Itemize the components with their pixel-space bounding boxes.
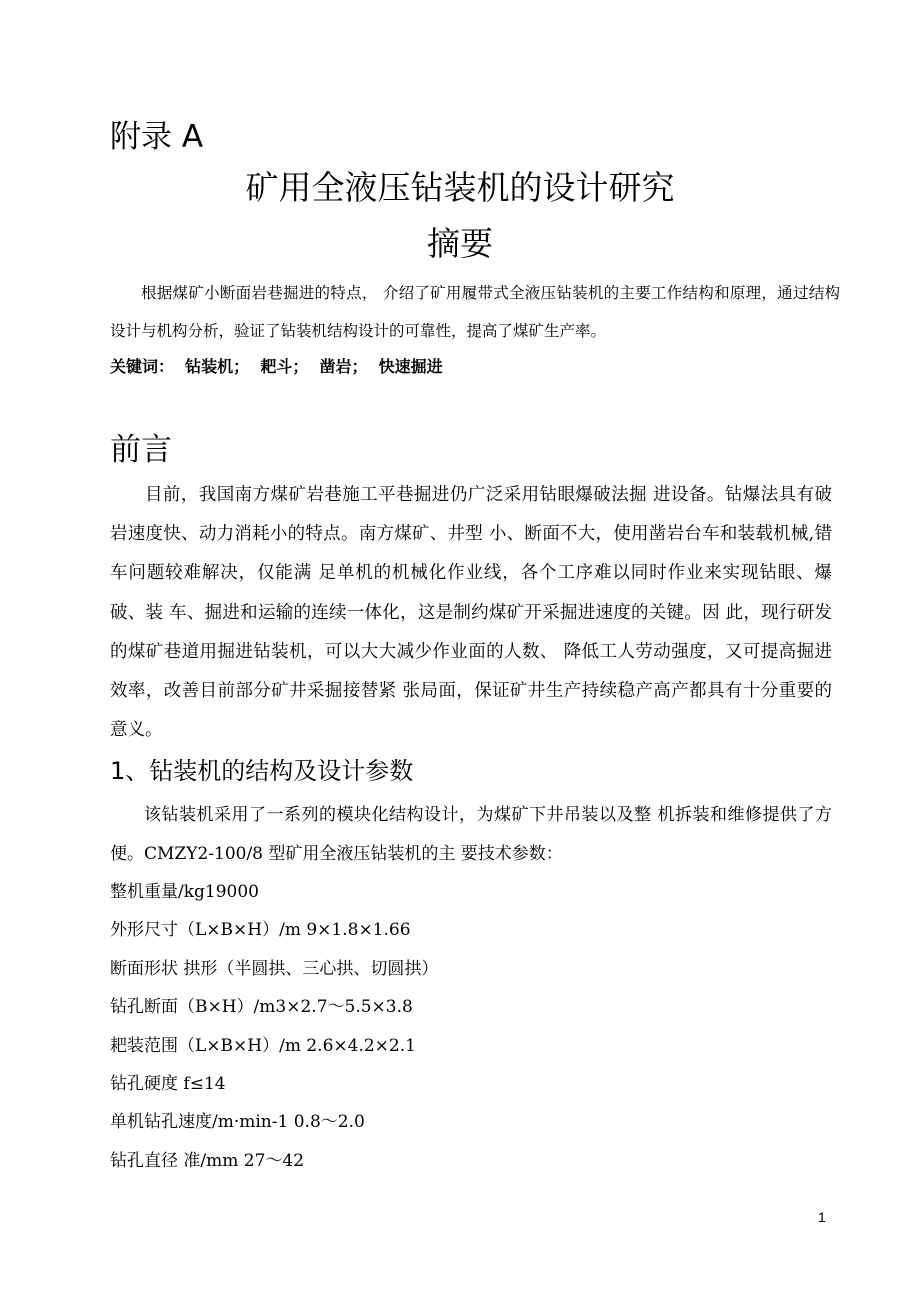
section-1-paragraph: 该钻装机采用了一系列的模块化结构设计，为煤矿下井吊装以及整 机拆装和维修提供了方便。CMZY2-100/8 型矿用全液压钻装机的主 要技术参数：	[110, 805, 832, 864]
parameter-item: 钻孔断面（B×H）/m3×2.7～5.5×3.8	[110, 997, 413, 1018]
parameter-item: 断面形状 拱形（半圆拱、三心拱、切圆拱）	[110, 958, 439, 979]
abstract-body	[110, 274, 840, 350]
section-1-heading: 1、钻装机的结构及设计参数	[110, 757, 414, 785]
keyword-item: 耙斗；	[260, 357, 309, 376]
abstract-heading: 摘要	[427, 224, 493, 263]
parameter-item: 钻孔直径 准/mm 27～42	[110, 1150, 305, 1171]
keyword-item: 钻装机；	[185, 357, 250, 376]
keywords-line	[110, 350, 443, 384]
parameter-item: 外形尺寸（L×B×H）/m 9×1.8×1.66	[110, 920, 411, 941]
parameter-item: 耙装范围（L×B×H）/m 2.6×4.2×2.1	[110, 1035, 416, 1056]
parameter-item: 钻孔硬度 f≤14	[110, 1074, 226, 1095]
preface-body	[110, 476, 832, 750]
keywords-label: 关键词：	[110, 357, 175, 376]
abstract-paragraph: 根据煤矿小断面岩巷掘进的特点， 介绍了矿用履带式全液压钻装机的主要工作结构和原理，通过结构设计与机构分析，验证了钻装机结构设计的可靠性，提高了煤矿生产率。	[110, 284, 840, 340]
parameter-item: 单机钻孔速度/m·min-1 0.8～2.0	[110, 1112, 365, 1133]
parameter-item: 整机重量/kg19000	[110, 882, 259, 902]
paper-title: 矿用全液压钻装机的设计研究	[245, 168, 675, 207]
keyword-item: 凿岩；	[319, 357, 368, 376]
appendix-heading: 附录 A	[110, 119, 204, 155]
section-1-body	[110, 796, 832, 874]
page-number: 1	[818, 1209, 826, 1225]
keyword-item: 快速掘进	[378, 357, 443, 376]
parameter-list	[110, 873, 438, 1180]
preface-paragraph: 目前，我国南方煤矿岩巷施工平巷掘进仍广泛采用钻眼爆破法掘 进设备。钻爆法具有破岩速度快、动力消耗小的特点。南方煤矿、井型 小、断面不大，使用凿岩台车和装载机械,错车问题较难解决，仅能满 足单机的机械化作业线，各个工序难以同时作业来实现钻眼、爆破、装 车、掘进和运输的连续一体化，这是制约煤矿开采掘进速度的关键。因 此，现行研发的煤矿巷道用掘进钻装机，可以大大减少作业面的人数、 降低工人劳动强度，又可提高掘进效率，改善目前部分矿井采掘接替紧 张局面，保证矿井生产持续稳产高产都具有十分重要的意义。	[110, 485, 832, 741]
preface-heading: 前言	[110, 432, 172, 468]
